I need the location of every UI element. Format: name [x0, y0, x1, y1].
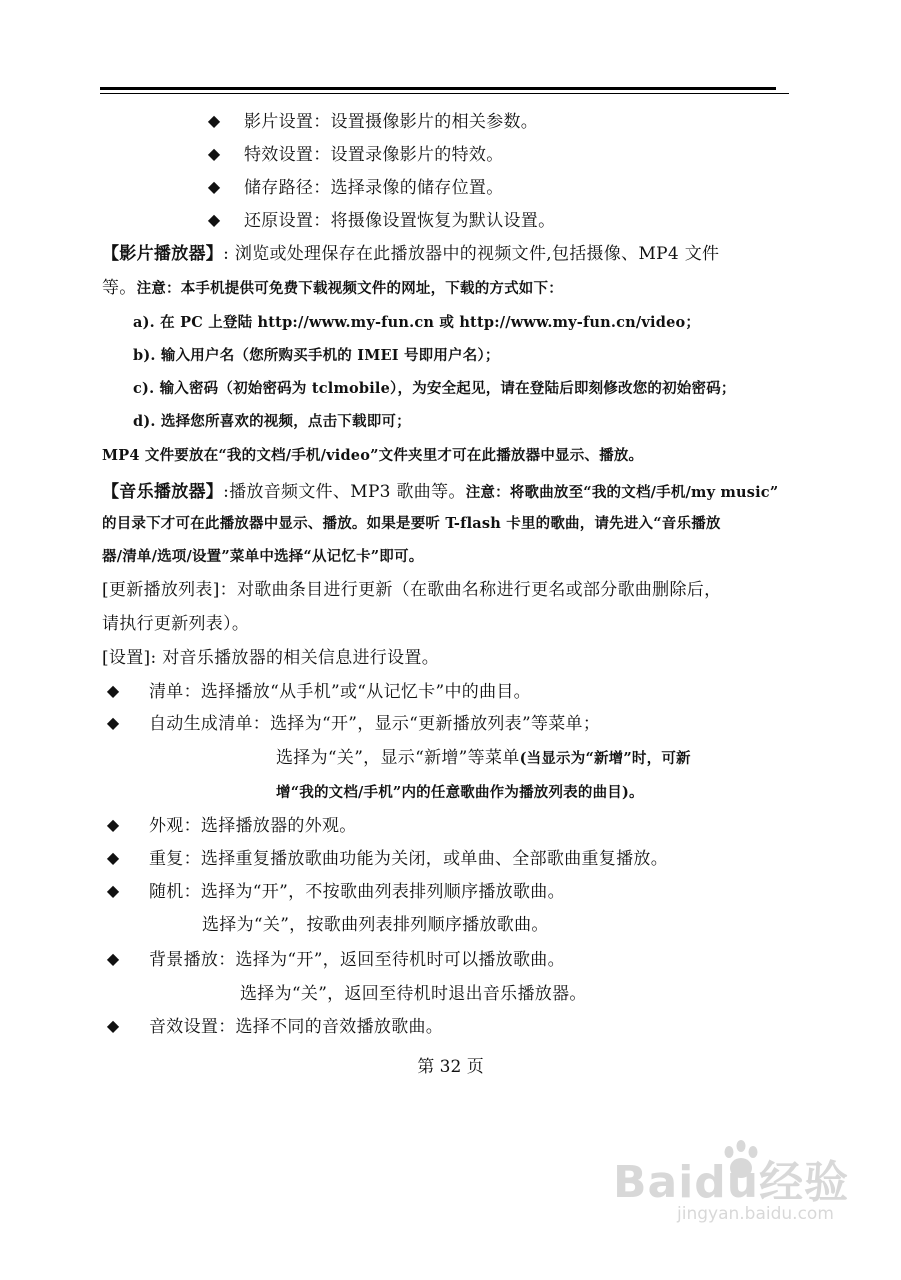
bullet-icon	[106, 884, 120, 898]
bullet-icon	[207, 180, 221, 194]
auto-list-off-note: (当显示为“新增”时，可新	[519, 750, 691, 767]
video-player-line1	[102, 246, 719, 263]
header-rule-thin	[100, 93, 789, 94]
watermark-url: jingyan.baidu.com	[677, 1204, 834, 1224]
video-player-heading: 【影片播放器】	[102, 244, 224, 264]
item-skin: 外观：选择播放器的外观。	[149, 816, 357, 836]
item-restore-settings: 还原设置：将摄像设置恢复为默认设置。	[244, 211, 556, 231]
music-player-note-1: 注意：将歌曲放至“我的文档/手机/my music”	[465, 484, 779, 501]
item-shuffle-off: 选择为“关”，按歌曲列表排列顺序播放歌曲。	[202, 915, 549, 935]
item-sound-effect: 音效设置：选择不同的音效播放歌曲。	[149, 1017, 444, 1037]
item-auto-list-note: 增“我的文档/手机”内的任意歌曲作为播放列表的曲目)。	[276, 784, 644, 801]
baidu-watermark	[613, 1138, 853, 1238]
download-step-d: d). 选择您所喜欢的视频，点击下载即可；	[133, 413, 411, 430]
download-step-b: b). 输入用户名（您所购买手机的 IMEI 号即用户名）；	[133, 347, 500, 364]
item-list: 清单：选择播放“从手机”或“从记忆卡”中的曲目。	[149, 682, 531, 702]
bullet-icon	[106, 1019, 120, 1033]
music-player-note-2: 的目录下才可在此播放器中显示、播放。如果是要听 T-flash 卡里的歌曲，请先进入“音乐播放	[102, 515, 721, 532]
item-storage-path: 储存路径：选择录像的储存位置。	[244, 178, 504, 198]
update-playlist-line2: 请执行更新列表）。	[102, 614, 250, 634]
paw-icon	[719, 1138, 763, 1182]
header-rule	[100, 87, 776, 90]
download-step-c: c). 输入密码（初始密码为 tclmobile），为安全起见，请在登陆后即刻修改您的初始密码；	[133, 380, 736, 397]
bullet-icon	[207, 213, 221, 227]
item-auto-list-off	[276, 750, 691, 767]
bullet-icon	[106, 716, 120, 730]
item-video-settings: 影片设置：设置摄像影片的相关参数。	[244, 112, 539, 132]
music-player-note-3: 器/清单/选项/设置”菜单中选择“从记忆卡”即可。	[102, 548, 424, 565]
music-player-line1	[102, 484, 778, 501]
item-effect-settings: 特效设置：设置录像影片的特效。	[244, 145, 504, 165]
video-player-desc-end: 等。	[102, 278, 137, 298]
bullet-icon	[106, 818, 120, 832]
auto-list-off-text: 选择为“关”，显示“新增”等菜单	[276, 748, 520, 768]
video-player-line2	[102, 280, 563, 297]
watermark-logo: Baidu经验	[613, 1157, 850, 1208]
update-playlist-line1: [更新播放列表]：对歌曲条目进行更新（在歌曲名称进行更名或部分歌曲删除后，	[102, 580, 722, 600]
item-background-play-off: 选择为“关”，返回至待机时退出音乐播放器。	[240, 984, 587, 1004]
video-player-desc: : 浏览或处理保存在此播放器中的视频文件,包括摄像、MP4 文件	[223, 244, 720, 264]
bullet-icon	[106, 684, 120, 698]
item-shuffle: 随机：选择为“开”，不按歌曲列表排列顺序播放歌曲。	[149, 882, 565, 902]
bullet-icon	[106, 952, 120, 966]
video-download-note: 注意：本手机提供可免费下载视频文件的网址，下载的方式如下：	[136, 280, 563, 297]
bullet-icon	[106, 851, 120, 865]
bullet-icon	[207, 114, 221, 128]
bullet-icon	[207, 147, 221, 161]
item-background-play: 背景播放：选择为“开”，返回至待机时可以播放歌曲。	[149, 950, 565, 970]
music-player-desc: :播放音频文件、MP3 歌曲等。	[223, 482, 466, 502]
download-step-a: a). 在 PC 上登陆 http://www.my-fun.cn 或 http://www.my-fun.cn/video；	[133, 314, 701, 331]
item-repeat: 重复：选择重复播放歌曲功能为关闭，或单曲、全部歌曲重复播放。	[149, 849, 668, 869]
settings-line: [设置]: 对音乐播放器的相关信息进行设置。	[102, 648, 439, 668]
mp4-note: MP4 文件要放在“我的文档/手机/video”文件夹里才可在此播放器中显示、播放。	[102, 447, 644, 464]
item-auto-list: 自动生成清单：选择为“开”，显示“更新播放列表”等菜单；	[149, 714, 601, 734]
page-number: 第 32 页	[417, 1057, 484, 1077]
music-player-heading: 【音乐播放器】	[102, 482, 224, 502]
